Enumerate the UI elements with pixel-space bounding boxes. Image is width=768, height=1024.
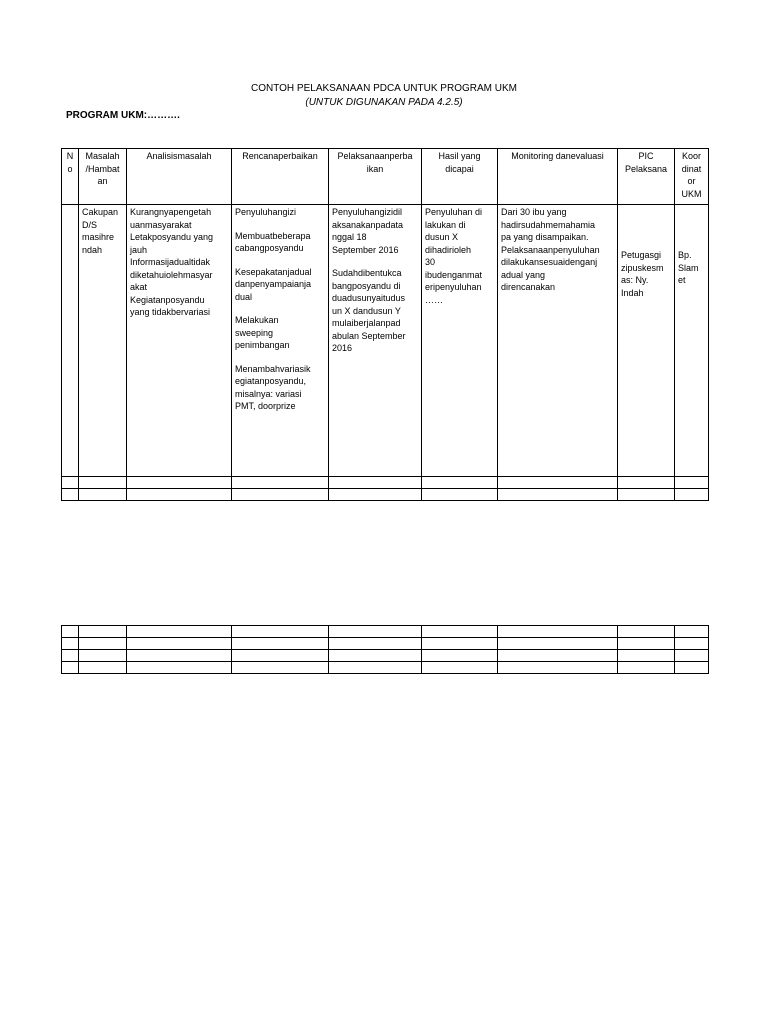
header-analisis: Analisismasalah: [127, 149, 232, 205]
table-row: [62, 205, 709, 477]
header-row: [62, 149, 709, 205]
rencana-item: Menambahvariasik egiatanposyandu, misalnya: variasi PMT, doorprize: [235, 363, 311, 411]
header-koordinator: Koor dinat or UKM: [675, 149, 709, 205]
cell-hasil: Penyuluhan di lakukan di dusun X dihadirioleh 30 ibudenganmat eripenyuluhan ……: [422, 205, 498, 477]
document-title: CONTOH PELAKSANAAN PDCA UNTUK PROGRAM UKM: [251, 83, 517, 94]
empty-row: [62, 626, 709, 638]
cell-no: [62, 205, 79, 477]
program-label: PROGRAM UKM:……….: [66, 110, 180, 121]
header-pic: PIC Pelaksana: [618, 149, 675, 205]
header-monitoring: Monitoring danevaluasi: [498, 149, 618, 205]
empty-row: [62, 638, 709, 650]
header-rencana: Rencanaperbaikan: [232, 149, 329, 205]
rencana-item: Membuatbeberapa cabangposyandu: [235, 230, 311, 253]
header-no: N o: [62, 149, 79, 205]
cell-pic: Petugasgi zipuskesm as: Ny. Indah: [618, 205, 675, 477]
empty-row: [62, 662, 709, 674]
header-masalah: Masalah /Hambat an: [79, 149, 127, 205]
empty-row: [62, 477, 709, 489]
cell-masalah: Cakupan D/S masihre ndah: [79, 205, 127, 477]
pdca-table: [61, 148, 709, 501]
empty-row: [62, 650, 709, 662]
empty-row: [62, 489, 709, 501]
header-pelaksanaan: Pelaksanaanperba ikan: [329, 149, 422, 205]
pelaksanaan-item: Sudahdibentukca bangposyandu di duadusunyaitudus un X dandusun Y mulaiberjalanpad abulan September 2016: [332, 268, 406, 353]
rencana-item: Kesepakatanjadual danpenyampaianja dual: [235, 266, 312, 302]
header-hasil: Hasil yang dicapai: [422, 149, 498, 205]
pelaksanaan-item: Penyuluhangizidil aksanakanpadata nggal 18 September 2016: [332, 207, 404, 255]
document-subtitle: (UNTUK DIGUNAKAN PADA 4.2.5): [305, 97, 463, 108]
cell-monitoring: Dari 30 ibu yang hadirsudahmemahamia pa yang disampaikan. Pelaksanaanpenyuluhan dilakukansesuaidenganj adual yang direncanakan: [498, 205, 618, 477]
cell-koordinator: Bp. Slam et: [675, 205, 709, 477]
rencana-item: Melakukan sweeping penimbangan: [235, 315, 290, 350]
continuation-table: [61, 625, 709, 674]
cell-analisis: Kurangnyapengetah uanmasyarakat Letakposyandu yang jauh Informasijadualtidak diketahuiolehmasyar akat Kegiatanposyandu yang tidakbervariasi: [127, 205, 232, 477]
cell-pelaksanaan: [329, 205, 422, 477]
rencana-item: Penyuluhangizi: [235, 207, 297, 217]
cell-rencana: [232, 205, 329, 477]
